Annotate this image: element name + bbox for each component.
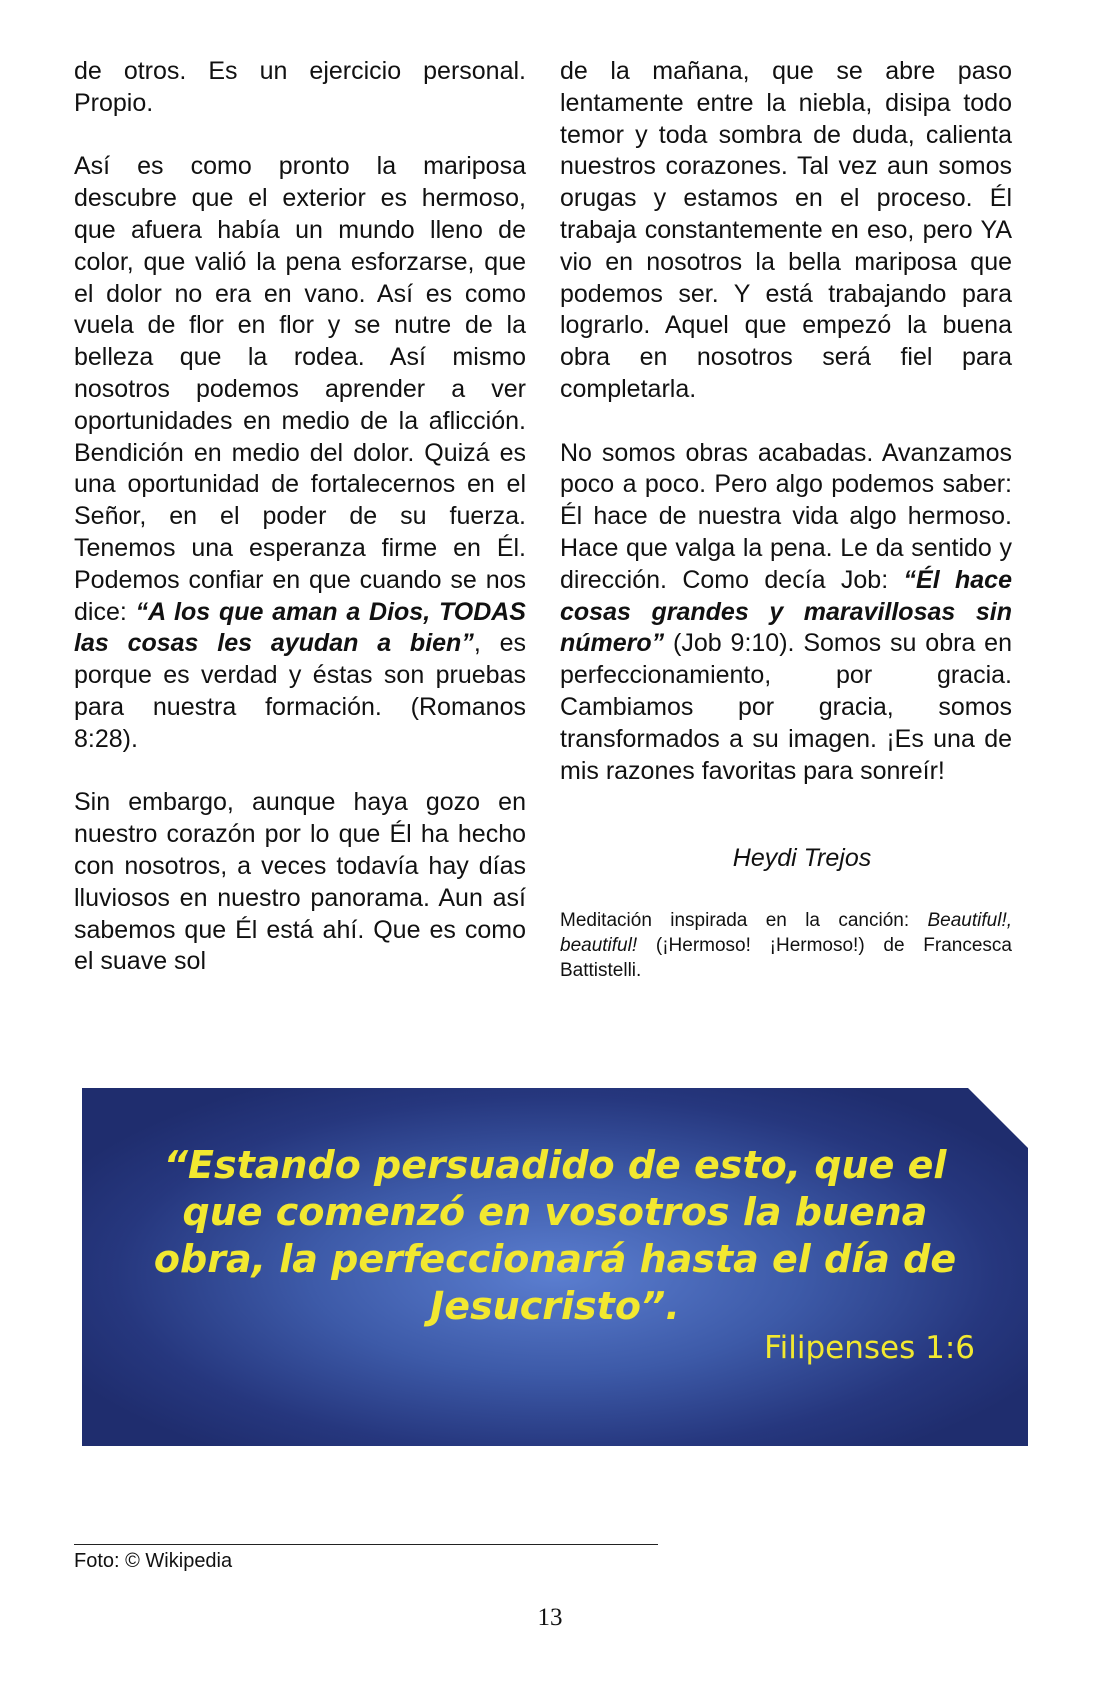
- paragraph-text: , es porque es verdad y éstas son pruebas para nuestra formación. (Romanos 8:28).: [74, 629, 526, 753]
- paragraph: de la mañana, que se abre paso lentamente entre la niebla, disipa todo temor y toda sombra de duda, calienta nuestros corazones. Tal vez aun somos orugas y estamos en el proceso. Él trabaja constantemente en eso, pero YA vio en nosotros la bella mariposa que podemos ser. Y está trabajando para lograrlo. Aquel que empezó la buena obra en nosotros será fiel para completarla.: [560, 57, 1012, 403]
- verse-text: “Estando persuadido de esto, que el que comenzó en vosotros la buena obra, la perfeccionará hasta el día de Jesucristo”.: [153, 1143, 957, 1328]
- song-title: Beautiful!, beautiful!: [560, 910, 1012, 956]
- bible-quote: “Él hace cosas grandes y maravillosas sin número”: [560, 565, 1012, 658]
- song-credit: [560, 908, 1012, 983]
- page-number: 13: [537, 1604, 563, 1631]
- author-signature: Heydi Trejos: [732, 844, 872, 872]
- paragraph: [560, 438, 1012, 788]
- paragraph-text: (Job 9:10). Somos su obra en perfeccionamiento, por gracia. Cambiamos por gracia, somos transformados a su imagen. ¡Es una de mis razones favoritas para sonreír!: [560, 629, 1012, 785]
- paragraph: [74, 151, 526, 755]
- paragraph: de otros. Es un ejercicio personal. Propio.: [74, 57, 526, 117]
- paragraph-text: No somos obras acabadas. Avanzamos poco a poco. Pero algo podemos saber: Él hace de nuestra vida algo hermoso. Hace que valga la pena. Le da sentido y dirección. Como decía Job:: [560, 438, 1012, 594]
- photo-credit: Foto: © Wikipedia: [74, 1550, 233, 1572]
- credit-prefix: Meditación inspirada en la canción:: [560, 910, 928, 931]
- bible-quote: “A los que aman a Dios, TODAS las cosas les ayudan a bien”: [74, 597, 526, 658]
- right-column: [560, 56, 1012, 819]
- paragraph-text: Así es como pronto la mariposa descubre que el exterior es hermoso, que afuera había un mundo lleno de color, que valió la pena esforzarse, que el dolor no era en vano. Así es como vuela de flor en flor y se nutre de la belleza que la rodea. Así mismo nosotros podemos aprender a ver oportunidades en medio de la aflicción. Bendición en medio del dolor. Quizá es una oportunidad de fortalecernos en el Señor, en el poder de su fuerza. Tenemos una esperanza firme en Él. Podemos confiar en que cuando se nos dice:: [74, 152, 526, 626]
- verse-reference: Filipenses 1:6: [764, 1330, 975, 1366]
- paragraph: Sin embargo, aunque haya gozo en nuestro corazón por lo que Él ha hecho con nosotros, a veces todavía hay días lluviosos en nuestro panorama. Aun así sabemos que Él está ahí. Que es como el suave sol: [74, 788, 526, 976]
- credit-suffix: (¡Hermoso! ¡Hermoso!) de Francesca Battistelli.: [560, 935, 1012, 981]
- left-column: [74, 56, 526, 1010]
- footnote-divider: [74, 1544, 658, 1545]
